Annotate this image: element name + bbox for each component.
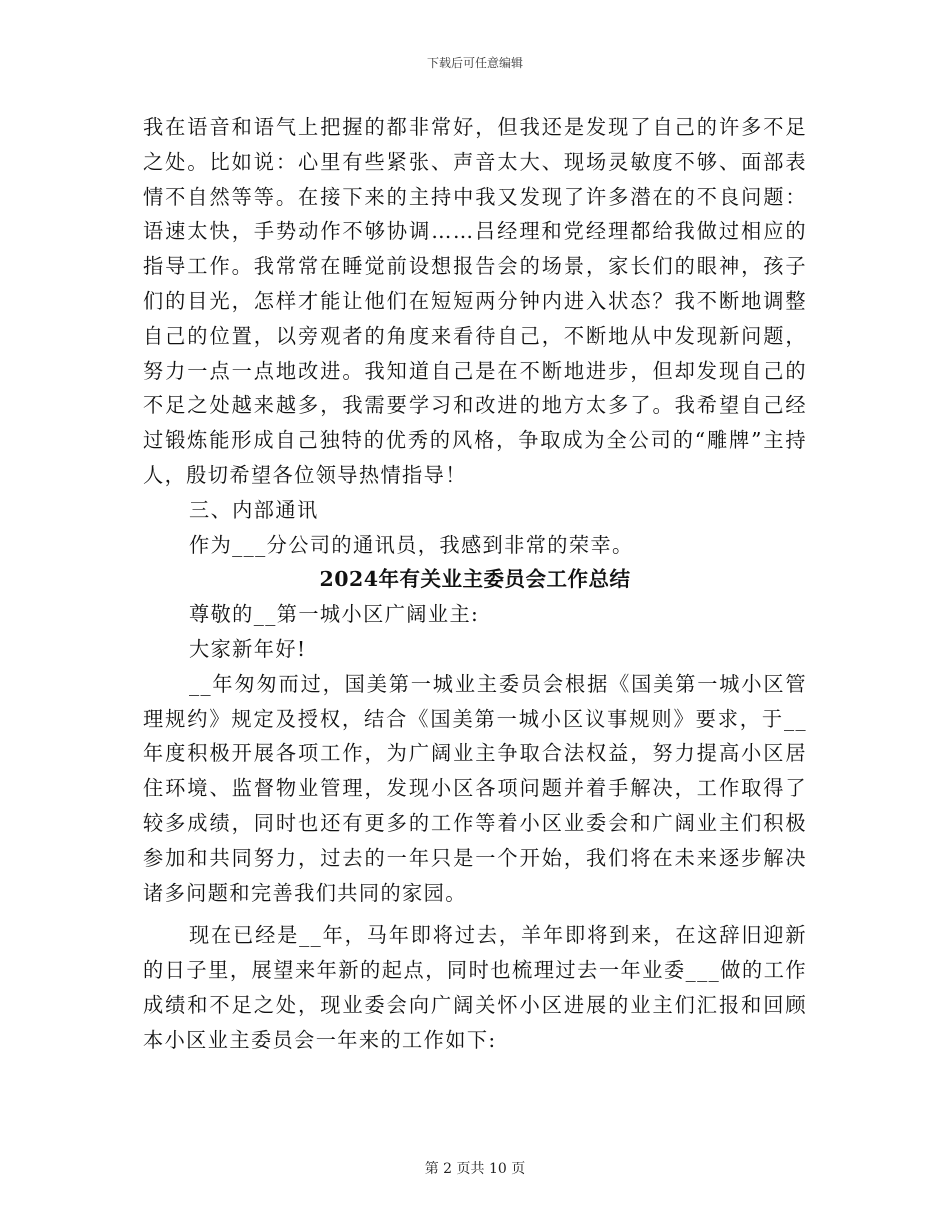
- section-heading-internal-newsletter: 三、内部通讯: [189, 497, 319, 522]
- paragraph-hosting-reflection: 我在语音和语气上把握的都非常好，但我还是发现了自己的许多不足之处。比如说：心里有些紧张、声音太大、现场灵敏度不够、面部表情不自然等等。在接下来的主持中我又发现了许多潜在的不良问题：语速太快，手势动作不够协调……吕经理和党经理都给我做过相应的指导工作。我常常在睡觉前设想报告会的场景，家长们的眼神，孩子们的目光，怎样才能让他们在短短两分钟内进入状态？我不断地调整自己的位置，以旁观者的角度来看待自己，不断地从中发现新问题，努力一点一点地改进。我知道自己是在不断地进步，但却发现自己的不足之处越来越多，我需要学习和改进的地方太多了。我希望自己经过锻炼能形成自己独特的优秀的风格，争取成为全公司的“雕牌”主持人，殷切希望各位领导热情指导！: [143, 115, 807, 487]
- paragraph-correspondent: 作为___分公司的通讯员，我感到非常的荣幸。: [189, 532, 634, 557]
- document-title: 2024年有关业主委员会工作总结: [319, 567, 631, 592]
- page-header: 下载后可任意编辑: [426, 56, 523, 70]
- greeting: 大家新年好!: [189, 636, 307, 661]
- salutation: 尊敬的__第一城小区广阔业主:: [189, 602, 480, 627]
- page-footer: 第 2 页共 10 页: [424, 1161, 526, 1177]
- paragraph-year-review: __年匆匆而过，国美第一城业主委员会根据《国美第一城小区管理规约》规定及授权，结合《国美第一城小区议事规则》要求，于__年度积极开展各项工作，为广阔业主争取合法权益，努力提高小区居住环境、监督物业管理，发现小区各项问题并着手解决，工作取得了较多成绩，同时也还有更多的工作等着小区业委会和广阔业主们积极参加和共同努力，过去的一年只是一个开始，我们将在未来逐步解决诸多问题和完善我们共同的家园。: [143, 671, 807, 905]
- document-body: [143, 110, 807, 1058]
- paragraph-new-year-report: 现在已经是__年，马年即将过去，羊年即将到来，在这辞旧迎新的日子里，展望来年新的起点，同时也梳理过去一年业委___做的工作成绩和不足之处，现业委会向广阔关怀小区进展的业主们汇报和回顾本小区业主委员会一年来的工作如下:: [143, 923, 807, 1052]
